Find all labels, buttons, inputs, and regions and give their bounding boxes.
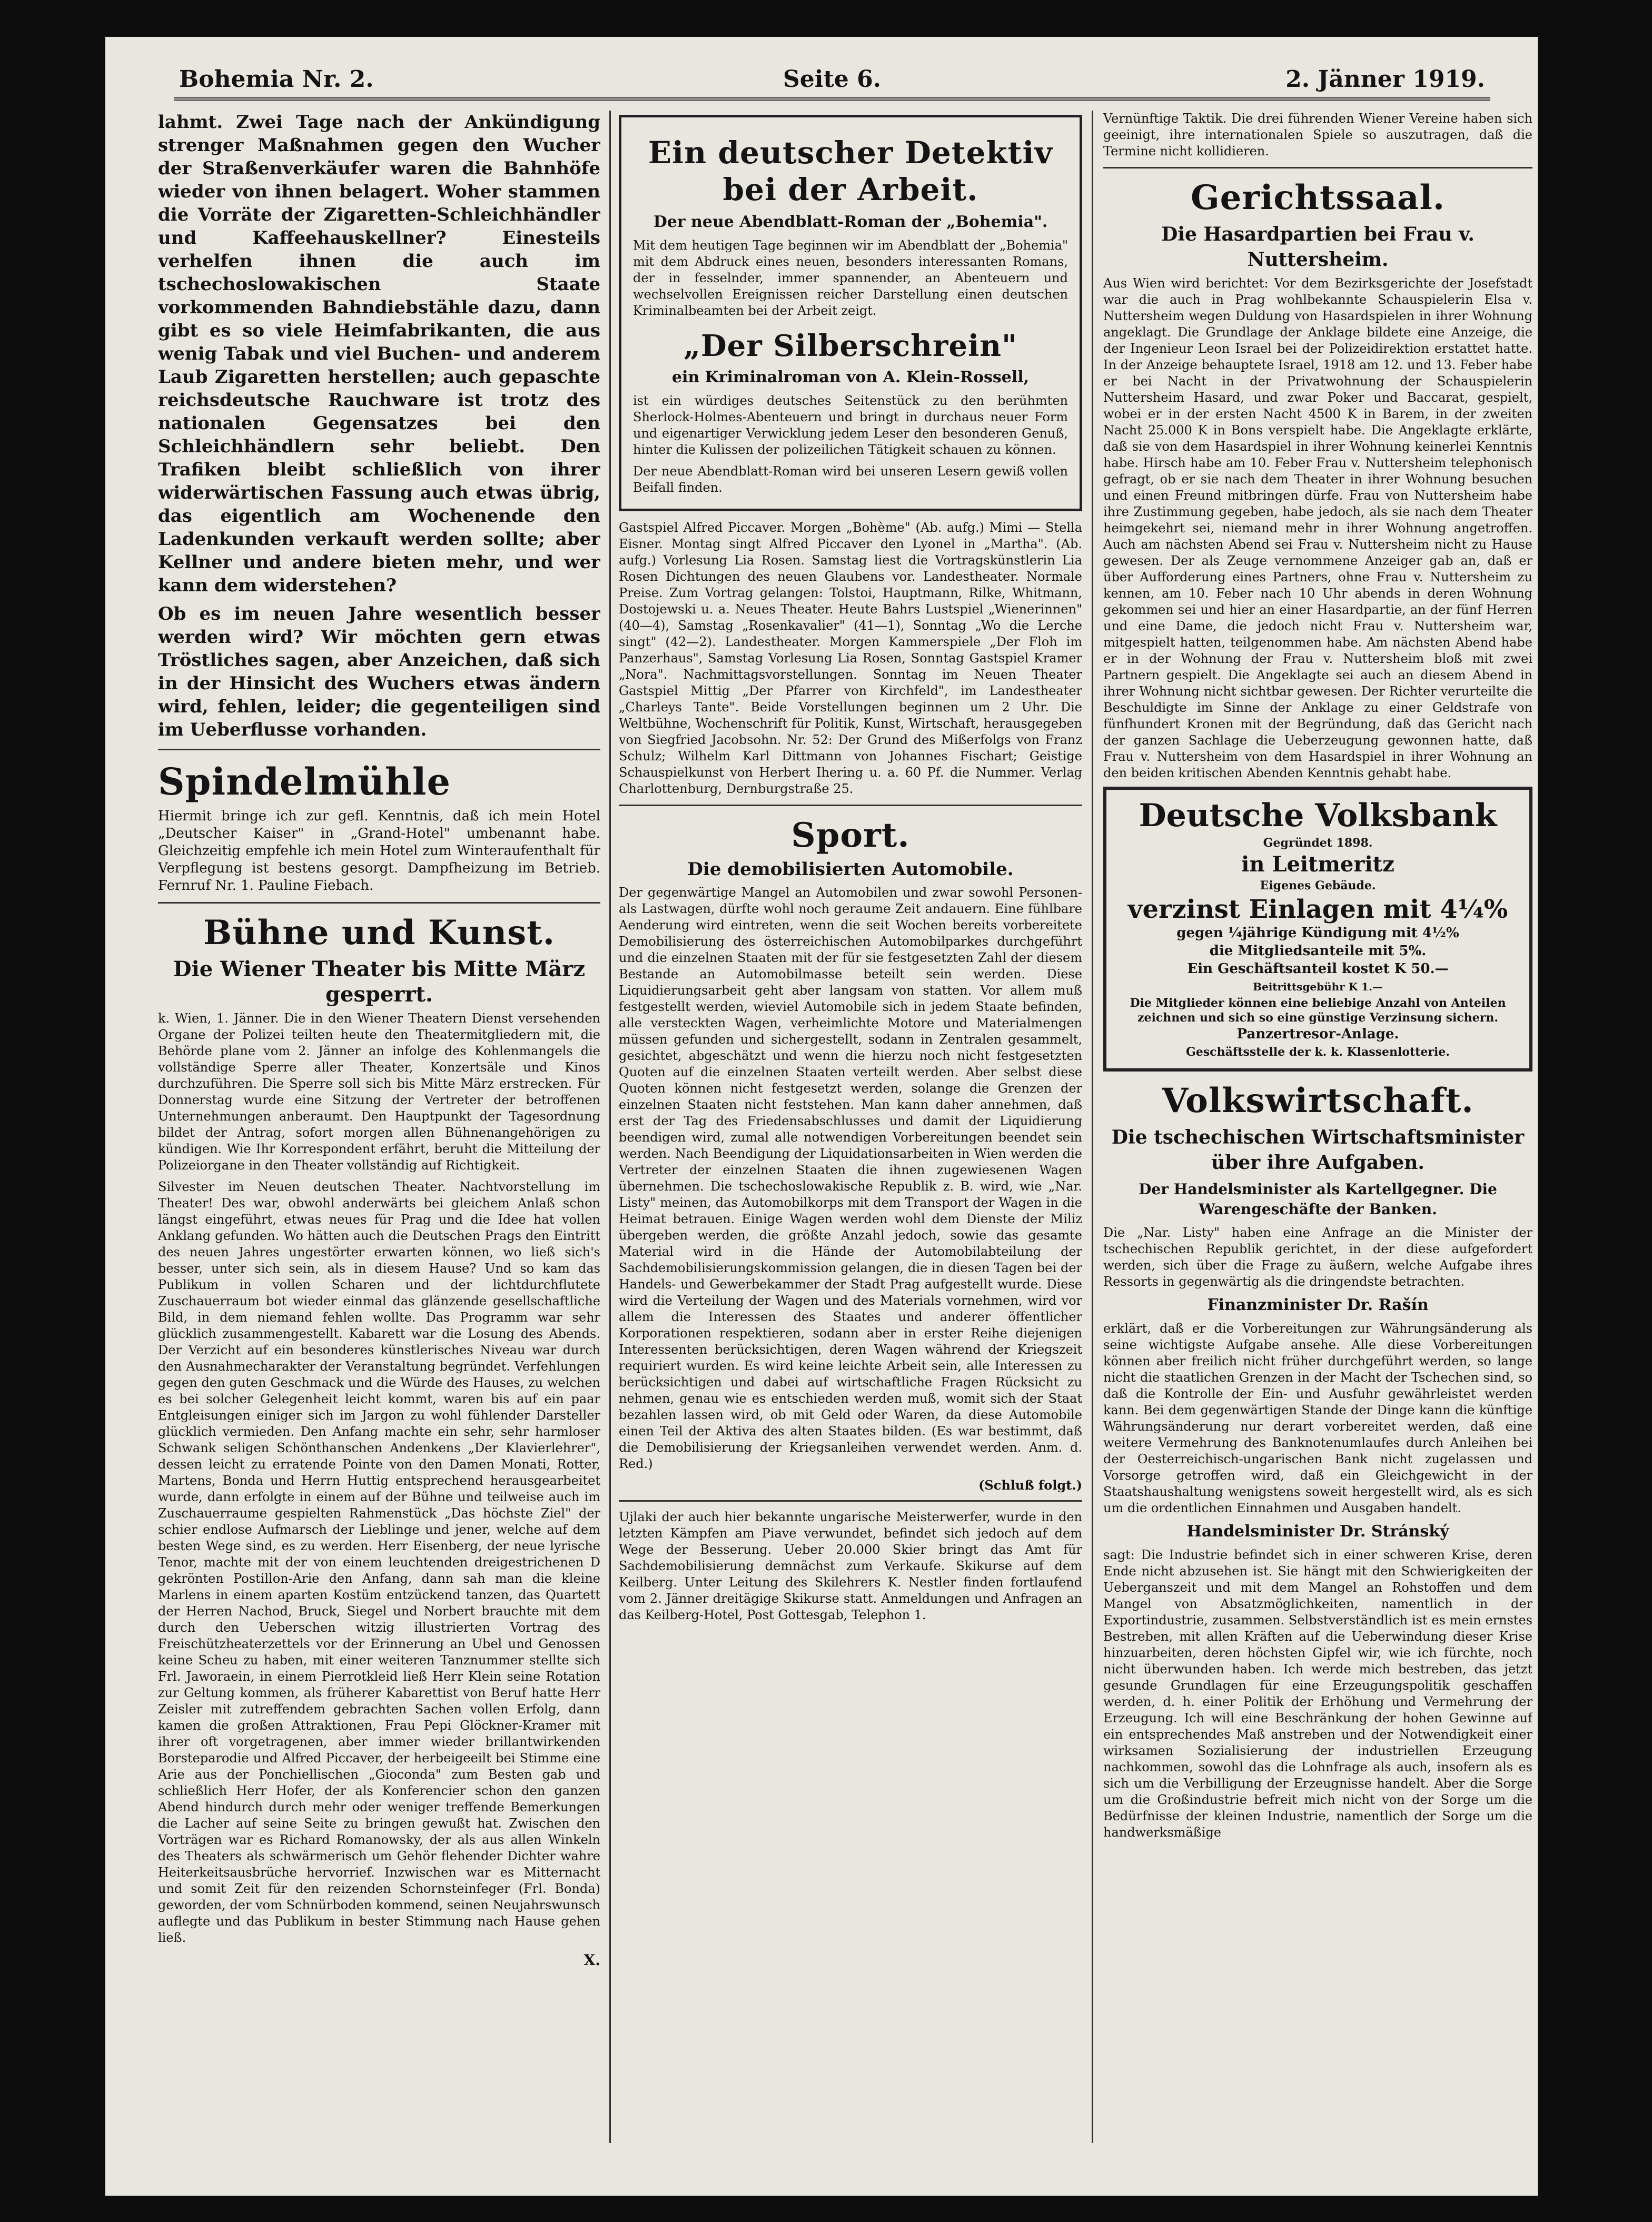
novel-box-text-3: Der neue Abendblatt-Roman wird bei unseren Lesern gewiß vollen Beifall finden. bbox=[633, 464, 1068, 495]
novel-announcement-box bbox=[619, 115, 1082, 511]
novel-author: ein Kriminalroman von A. Klein-Rossell, bbox=[671, 368, 1030, 386]
column-rule-2 bbox=[1092, 111, 1093, 2143]
bank-line-3: Ein Geschäftsanteil kostet K 50.— bbox=[1187, 961, 1449, 977]
column-left bbox=[158, 111, 600, 2143]
divider bbox=[619, 805, 1082, 806]
column-middle bbox=[619, 111, 1082, 2143]
article-title-theater: Die Wiener Theater bis Mitte März gesperrt. bbox=[173, 957, 586, 1007]
section-gerichtssaal: Gerichtssaal. bbox=[1190, 178, 1446, 217]
bank-line-6: Panzertresor-Anlage. bbox=[1236, 1026, 1399, 1042]
bank-rate: verzinst Einlagen mit 4¼% bbox=[1127, 895, 1508, 924]
divider bbox=[619, 1500, 1082, 1502]
article-title-automobile: Die demobilisierten Automobile. bbox=[687, 859, 1014, 880]
article-theater-body-1: k. Wien, 1. Jänner. Die in den Wiener Theatern Dienst versehenden Organe der Polizei teilten heute den Theatermitgliedern mit, die Behörde plane vom 2. Jänner an infolge des Kohlenmangels die vollständige Sperre aller Theater, Konzertsäle und Kinos durchzuführen. Die Sperre soll sich bis Mitte März erstrecken. Für Donnerstag wurde eine Sitzung der Vertreter der betroffenen Unternehmungen anberaumt. Den Hauptpunkt der Tagesordnung bildet der Antrag, sofort morgen allen Bühnenangehörigen zu kündigen. Wie Ihr Korrespondent erfährt, beruht die Mitteilung der Polizeiorgane in den Theater vollständig auf Richtigkeit. bbox=[158, 1011, 600, 1173]
section-buehne-und-kunst: Bühne und Kunst. bbox=[203, 913, 555, 953]
article-theater-body-2: Silvester im Neuen deutschen Theater. Nachtvorstellung im Theater! Des war, obwohl anderwärts bei gleichem Anlaß schon längst eingeführt, etwas neues für Prag und die Idee hat vollen Anklang gefunden. Wo hätten auch die Deutschen Prags den Eintritt des neuen Jahres ungestörter erwarten können, wo ließ sich's besser, unter sich sein, als in diesem Hause? Und so kam das Publikum in vollen Scharen und der lichtdurchflutete Zuschauerraum bot wieder einmal das glänzende gesellschaftliche Bild, in dem niemand fehlen wollte. Das Programm war sehr glücklich zusammengestellt. Kabarett war die Losung des Abends. Der Verzicht auf ein besonderes künstlerisches Niveau war durch den Ausnahmecharakter der Veranstaltung begründet. Verfehlungen gegen den guten Geschmack und die Würde des Hauses, zu welchen es bei solcher Gelegenheit leicht kommt, waren bis auf ein paar Entgleisungen einiger sich im Jargon zu wohl fühlender Darsteller glücklich vermieden. Den Anfang machte ein sehr, sehr harmloser Schwank seligen Schönthanschen Andenkens „Der Klavierlehrer", dessen leicht zu erratende Pointe von den Damen Monati, Rotter, Martens, Bonda und Herrn Huttig entsprechend herausgearbeitet wurde, dann erfolgte in einem auf der Bühne und teilweise auch im Zuschauerraume gespielten Rahmenstück „Das höchste Ziel" der schier endlose Aufmarsch der Lieblinge und jener, welche auf dem besten Wege sind, es zu werden. Herr Eisenberg, der neue lyrische Tenor, machte mit der von einem leuchtenden dreigestrichenen D gekrönten Postillon-Arie den Anfang, dann sah man die kleine Marlens in einem aparten Kostüm entzückend tanzen, das Quartett der Herren Nachod, Bruck, Siegel und Norbert brauchte mit dem durch den Ueberschen witzig illustrierten Vortrag des Freischützheaterzettels vor der Erinnerung an Ubel und Genossen keine Scheu zu haben, mit einer weiteren Tanznummer stellte sich Frl. Jaworaein, in einem Pierrotkleid ließ Herr Klein seine Rotation zur Geltung kommen, als früherer Kabarettist von Beruf hatte Herr Zeisler mit zutreffendem gebrachten Sachen vollen Erfolg, dann kamen die großen Attraktionen, Frau Pepi Glöckner-Kramer mit ihrer oft vorgetragenen, aber immer wieder brillantwirkenden Borsteparodie und Alfred Piccaver, der herbeigeeilt bei Stimme eine Arie aus der Ponchiellischen „Gioconda" zum Besten gab und schließlich Herr Hofer, der als Konferencier schon den ganzen Abend hindurch durch mehr oder weniger treffende Bemerkungen die Lacher auf seine Seite zu bringen gewußt hat. Zwischen den Vorträgen war es Richard Romanowsky, der als aus allen Winkeln des Theaters als schwärmerisch um Gehör flehender Dichter wahre Heiterkeitsausbrüche hervorrief. Inzwischen war es Mitternacht und somit Zeit für den reizenden Schornsteinfeger (Frl. Bonda) geworden, der vom Schnürboden kommend, seinen Neujahrswunsch auflegte und das Publikum in bester Stimmung nach Hause gehen ließ. bbox=[158, 1179, 600, 1945]
bank-name: Deutsche Volksbank bbox=[1139, 797, 1497, 834]
bank-line-7: Geschäftsstelle der k. k. Klassenlotterie. bbox=[1186, 1045, 1450, 1059]
bank-location: in Leitmeritz bbox=[1241, 852, 1394, 877]
novel-box-text-2: ist ein würdiges deutsches Seitenstück zu den berühmten Sherlock-Holmes-Abenteuern und bringt in durchaus neuer Form und eigenartiger Verwicklung jedem Leser den besonderen Genuß, hinter die Kulissen der polizeilichen Tätigkeit schauen zu können. bbox=[633, 393, 1068, 457]
article-signature: X. bbox=[583, 1951, 600, 1969]
spindelmuehle-ad-title: Spindelmühle bbox=[158, 760, 451, 804]
bank-own-building: Eigenes Gebäude. bbox=[1260, 879, 1376, 892]
article-title-ministers: Die tschechischen Wirtschaftsminister über ihre Aufgaben. bbox=[1111, 1126, 1525, 1174]
minister-finance-text: erklärt, daß er die Vorbereitungen zur Währungsänderung als seine wichtigste Aufgabe ansehe. Alle diese Vorbereitungen können aber freilich nicht früher durchgeführt werden, so lange nicht die staatlichen Grenzen in der Macht der Tschechen sind, so daß die Kontrolle der Ein- und Ausfuhr gewährleistet werden kann. Bei dem gegenwärtigen Stande der Dinge kann die künftige Währungsänderung nur derart vorbereitet werden, daß eine weitere Vermehrung des Banknotenumlaufes durch Anleihen bei der Oesterreichisch-ungarischen Bank nicht zugelassen und Vorsorge getroffen wird, daß ein Gleichgewicht in der Staatshaushaltung wenigstens soweit hergestellt wird, als es sich um die ordentlichen Einnahmen und Ausgaben handelt. bbox=[1103, 1321, 1532, 1515]
novel-box-title: Ein deutscher Detektiv bei der Arbeit. bbox=[648, 135, 1053, 207]
article-title-hasard: Die Hasardpartien bei Frau v. Nuttersheim. bbox=[1161, 223, 1475, 271]
novel-box-subtitle: Der neue Abendblatt-Roman der „Bohemia". bbox=[653, 213, 1048, 231]
article-subtitle-ministers: Der Handelsminister als Kartellgegner. Die Warengeschäfte der Banken. bbox=[1139, 1181, 1497, 1218]
divider bbox=[1103, 167, 1532, 168]
novel-box-text-1: Mit dem heutigen Tage beginnen wir im Abendblatt der „Bohemia" mit dem Abdruck eines neuen, besonders interessanten Romans, der in fesselnder, immer spannender, an Abenteuern und wechselvollen Ereignissen reicher Darstellung einen deutschen Kriminalbeamten bei der Arbeit zeigt. bbox=[633, 238, 1068, 318]
bank-line-4: Beitrittsgebühr K 1.— bbox=[1253, 980, 1383, 993]
issue-date: 2. Jänner 1919. bbox=[1285, 66, 1485, 93]
minister-heading-trade: Handelsminister Dr. Stránský bbox=[1186, 1522, 1449, 1541]
divider bbox=[158, 749, 600, 750]
article-hasard-body: Aus Wien wird berichtet: Vor dem Bezirksgerichte der Josefstadt war die auch in Prag wohlbekannte Schauspielerin Elsa v. Nuttersheim wegen Duldung von Hasardspielen in ihrer Wohnung angeklagt. Die Grundlage der Anklage bildete eine Anzeige, die der Ingenieur Leon Israel bei der Polizeidirektion erstattet hatte. In der Anzeige behauptete Israel, 1918 am 12. und 13. Feber habe er bei Nacht in der Privatwohnung der Schauspielerin Nuttersheim Hasard, und zwar Poker und Baccarat, gespielt, wobei er in der ersten Nacht 4500 K in Barem, in der zweiten Nacht 25.000 K in Bons verspielt habe. Die Angeklagte erklärte, daß sie von dem Hasardspiel in ihrer Wohnung keinerlei Kenntnis habe. Hirsch habe am 10. Feber Frau v. Nuttersheim telephonisch gefragt, ob er sie nach dem Theater in ihrer Wohnung besuchen und einen Freund mitbringen dürfe. Frau von Nuttersheim habe ihre Zustimmung gegeben, habe jedoch, als sie nach dem Theater heimgekehrt sei, niemand mehr in ihrer Wohnung angetroffen. Auch am nächsten Abend sei Frau v. Nuttersheim nicht zu Hause gewesen. Der als Zeuge vernommene Anzeiger gab an, daß er über Aufforderung eines Partners, ohne Frau v. Nuttersheim zu kennen, am 10. Feber nach 10 Uhr abends in deren Wohnung gekommen sei und hier an einer Hasardpartie, an der fünf Herren und eine Dame, die jedoch nicht Frau v. Nuttersheim war, mitgespielt hatten, teilgenommen habe. Am nächsten Abend habe er in der Wohnung der Frau v. Nuttersheim bloß mit zwei Partnern gespielt. Die Angeklagte sei auch an diesem Abend in ihrer Wohnung nicht sichtbar gewesen. Der Richter verurteilte die Beschuldigte im Sinne der Anklage zu einer Geldstrafe von fünfhundert Kronen mit der Begründung, daß das Gericht nach der ganzen Sachlage die Ueberzeugung gewonnen hatte, daß Frau v. Nuttersheim von dem Hasardspiel in ihrer Wohnung an den beiden kritischen Abenden Kenntnis gehabt habe. bbox=[1103, 276, 1532, 780]
bank-line-5: Die Mitglieder können eine beliebige Anzahl von Anteilen zeichnen und sich so eine günstige Verzinsung sichern. bbox=[1130, 996, 1506, 1025]
bank-line-2: die Mitgliedsanteile mit 5%. bbox=[1209, 943, 1427, 959]
lead-paragraph-1: lahmt. Zwei Tage nach der Ankündigung strenger Maßnahmen gegen den Wucher der Straßenverkäufer waren die Bahnhöfe wieder von ihnen belagert. Woher stammen die Vorräte der Zigaretten-Schleichhändler und Kaffeehauskellner? Einesteils verhelfen ihnen die auch im tschechoslowakischen Staate vorkommenden Bahndiebstähle dazu, dann gibt es so viele Heimfabrikanten, die aus wenig Tabak und viel Buchen- und anderem Laub Zigaretten herstellen; auch gepaschte reichsdeutsche Rauchware ist trotz des nationalen Gegensatzes bei den Schleichhändlern sehr beliebt. Den Trafiken bleibt schließlich von ihrer widerwärtischen Fassung auch etwas übrig, das eigentlich am Wochenende den Ladenkunden verkauft werden sollte; aber Kellner und andere bieten mehr, und wer kann dem widerstehen? bbox=[158, 112, 600, 596]
volksbank-advertisement bbox=[1103, 787, 1532, 1072]
minister-trade-text: sagt: Die Industrie befindet sich in einer schweren Krise, deren Ende nicht abzusehen ist. Sie hängt mit den Schwierigkeiten der Ueberganszeit und mit dem Mangel an Rohstoffen und dem Mangel von Absatzmöglichkeiten, namentlich in der Exportindustrie, zusammen. Selbstverständlich ist es mein ernstes Bestreben, mit allen Kräften auf die Ueberwindung dieser Krise hinzuarbeiten, deren höchsten Gipfel wir, wie ich fürchte, noch nicht überwunden haben. Ich werde mich bestreben, das jetzt gesunde Grundlagen für eine Erzeugungspolitik geschaffen werden, d. h. einer Politik der Erhöhung und Vermehrung der Erzeugung. Ich will eine Beschränkung der hohen Gewinne auf ein entsprechendes Maß anstreben und der Notwendigkeit einer wirksamen Sozialisierung der industriellen Erzeugung nachkommen, sowohl das die Lohnfrage als auch, insofern als es sich um die Verbilligung der Erzeugnisse handelt. Aber die Sorge um die Großindustrie befreit mich nicht von der Sorge um die Bedürfnisse der kleinen Industrie, namentlich der Sorge um die handwerksmäßige bbox=[1103, 1548, 1532, 1840]
theater-notes: Gastspiel Alfred Piccaver. Morgen „Bohème" (Ab. aufg.) Mimi — Stella Eisner. Montag singt Alfred Piccaver den Lyonel in „Martha". (Ab. aufg.) Vorlesung Lia Rosen. Samstag liest die Vortragskünstlerin Lia Rosen Dichtungen des neuen Glaubens vor. Landestheater. Normale Preise. Zum Vortrag gelangen: Tolstoi, Hauptmann, Rilke, Whitmann, Dostojewski u. a. Neues Theater. Heute Bahrs Lustspiel „Wienerinnen" (40—4), Samstag „Rosenkavalier" (41—1), Sonntag „Wo die Lerche singt" (42—2). Landestheater. Morgen Kammerspiele „Der Floh im Panzerhaus", Samstag Vorlesung Lia Rosen, Sonntag Gastspiel Kramer „Nora". Nachmittagsvorstellungen. Sonntag im Neuen Theater Gastspiel Mittig „Der Pfarrer von Kirchfeld", im Landestheater „Charleys Tante". Beide Vorstellungen beginnen um 2 Uhr. Die Weltbühne, Wochenschrift für Politik, Kunst, Wirtschaft, herausgegeben von Siegfried Jacobsohn. Nr. 52: Der Grund des Mißerfolgs von Franz Schulz; Wilhelm Karl Dittmann von Johannes Fischart; Geistige Schauspielkunst von Herbert Ihering u. a. 60 Pf. die Nummer. Verlag Charlottenburg, Dernburgstraße 25. bbox=[619, 520, 1082, 796]
page-number: Seite 6. bbox=[783, 66, 882, 93]
sport-short-notes: Ujlaki der auch hier bekannte ungarische Meisterwerfer, wurde in den letzten Kämpfen am Piave verwundet, befindet sich jedoch auf dem Wege der Besserung. Ueber 20.000 Skier bringt das Amt für Sachdemobilisierung demnächst zum Verkaufe. Skikurse auf dem Keilberg. Unter Leitung des Skilehrers K. Nestler finden fortlaufend vom 2. Jänner dreitägige Skikurse statt. Anmeldungen und Anfragen an das Keilberg-Hotel, Post Gottesgab, Telephon 1. bbox=[619, 1510, 1082, 1622]
section-volkswirtschaft: Volkswirtschaft. bbox=[1162, 1081, 1474, 1120]
bank-line-1: gegen ¼jährige Kündigung mit 4½% bbox=[1176, 925, 1459, 941]
article-continued-note: (Schluß folgt.) bbox=[978, 1477, 1082, 1493]
article-automobile-body: Der gegenwärtige Mangel an Automobilen und zwar sowohl Personen- als Lastwagen, dürfte wohl noch geraume Zeit andauern. Eine fühlbare Aenderung wird eintreten, wenn die seit Wochen bereits vorbereitete Demobilisierung des österreichischen Automobilparkes durchgeführt und die einzelnen Staaten mit der für sie festgesetzten Zahl der diesem Bestande an Automobilmasse beteilt sein werden. Diese Liquidierungsarbeit geht aber langsam von statten. Vor allem muß festgestellt werden, wieviel Automobile sich in jedem Staate befinden, alle versteckten Wagen, verheimlichte Motore und Materialmengen müssen gefunden und sichergestellt, sodann in Zentralen gesammelt, gesichtet, abgeschätzt und wenn die hierzu noch nicht festgesetzten Quoten auf die einzelnen Staaten verteilt werden. Aber selbst diese Quoten können nicht festgesetzt werden, solange die Grenzen der einzelnen Staaten nicht feststehen. Man kann daher annehmen, daß erst der Tag des Friedensabschlusses und damit der Liquidierung beendigen wird, zumal alle notwendigen Vorbereitungen beendet sein werden. Nach Beendigung der Liquidationsarbeiten in Wien werden die Vertreter der einzelnen Staaten die ihnen zugewiesenen Wagen übernehmen. Die tschechoslowakische Republik z. B. wird, wie „Nar. Listy" meinen, das Automobilkorps mit dem Transport der Wagen in die Heimat betrauen. Einige Wagen werden wohl dem Dienste der Miliz übergeben werden, die größte Anzahl jedoch, sowie das gesamte Material wird in die Hände der Automobilabteilung der Sachdemobilisierungskommission gelangen, die in diesen Tagen bei der Handels- und Gewerbekammer der Stadt Prag aufgestellt wurde. Diese wird die Verteilung der Wagen und des Materials vornehmen, wird vor allem die Interessen des Staates und anderer öffentlicher Korporationen respektieren, sodann aber in erster Reihe diejenigen Interessenten berücksichtigen, deren Wagen während der Kriegszeit requiriert wurden. Es wird keine leichte Arbeit sein, alle Interessen zu berücksichtigen und dabei auf wirtschaftliche Fragen Rücksicht zu nehmen, genau wie es entschieden werden muß, womit sich der Staat bezahlen lassen wird, ob mit Geld oder Waren, da diese Automobile einen Teil der Aktiva des alten Staates bilden. (Es war bestimmt, daß die Demobilisierung der Kriegsanleihen verwendet werden. Anm. d. Red.) bbox=[619, 885, 1082, 1471]
masthead-issue: Bohemia Nr. 2. bbox=[179, 66, 374, 93]
header-rule bbox=[174, 97, 1490, 101]
bank-founded: Gegründet 1898. bbox=[1263, 836, 1373, 850]
newspaper-page bbox=[105, 37, 1538, 2196]
spindelmuehle-ad-text: Hiermit bringe ich zur gefl. Kenntnis, daß ich mein Hotel „Deutscher Kaiser" in „Grand-Hotel" umbenannt habe. Gleichzeitig empfehle ich mein Hotel zum Winteraufenthalt für Verpflegung ist bestens gesorgt. Dampfheizung im Betrieb. Fernruf Nr. 1. Pauline Fiebach. bbox=[158, 808, 600, 894]
lead-paragraph-2: Ob es im neuen Jahre wesentlich besser werden wird? Wir möchten gern etwas Tröstliches sagen, aber Anzeichen, daß sich in der Hinsicht des Wuchers etwas ändern wird, fehlen, leider; die gegenteiligen sind im Ueberflusse vorhanden. bbox=[158, 603, 600, 740]
column-rule-1 bbox=[609, 111, 611, 2143]
minister-heading-finance: Finanzminister Dr. Rašín bbox=[1207, 1296, 1429, 1314]
article-ministers-intro: Die „Nar. Listy" haben eine Anfrage an die Minister der tschechischen Republik gerichtet, in der diese aufgefordert werden, sich über die Frage zu äußern, welche Aufgabe ihres Ressorts in gegenwärtig als die dringendste betrachten. bbox=[1103, 1225, 1532, 1289]
novel-title: „Der Silberschrein" bbox=[683, 329, 1018, 363]
divider bbox=[158, 902, 600, 904]
section-sport: Sport. bbox=[791, 816, 910, 855]
column-right bbox=[1103, 111, 1532, 2143]
sport-tactic-note: Vernünftige Taktik. Die drei führenden Wiener Vereine haben sich geeinigt, ihre internationalen Spiele so auszutragen, daß die Termine nicht kollidieren. bbox=[1103, 111, 1532, 158]
